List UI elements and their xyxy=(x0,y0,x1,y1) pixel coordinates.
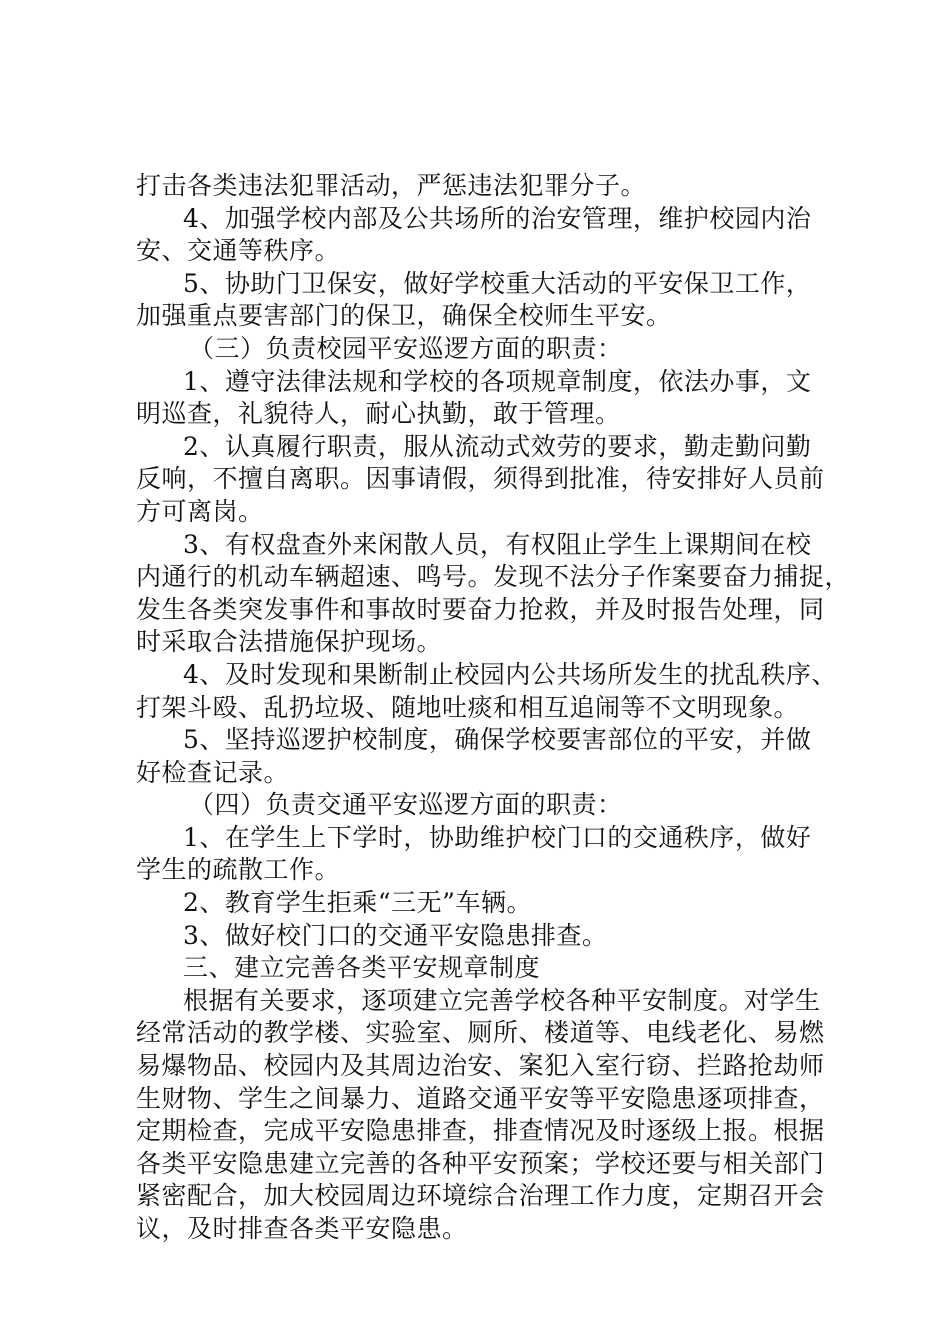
text-line: 学生的疏散工作。 xyxy=(136,855,341,885)
text-line: 根据有关要求，逐项建立完善学校各种平安制度。对学生 xyxy=(183,985,821,1015)
text-line: 1、在学生上下学时，协助维护校门口的交通秩序，做好 xyxy=(183,822,812,852)
text-line: 5、协助门卫保安，做好学校重大活动的平安保卫工作， xyxy=(183,268,812,298)
text-line: 4、及时发现和果断制止校园内公共场所发生的扰乱秩序、 xyxy=(183,659,837,689)
text-line: 定期检查，完成平安隐患排查，排查情况及时逐级上报。根据 xyxy=(136,1116,825,1146)
text-line: 生财物、学生之间暴力、道路交通平安等平安隐患逐项排查， xyxy=(136,1083,825,1113)
section-heading-3: （三）负责校园平安巡逻方面的职责： xyxy=(189,333,623,363)
document-body xyxy=(136,170,851,1246)
text-line: 打击各类违法犯罪活动，严惩违法犯罪分子。 xyxy=(136,171,647,200)
text-line: 经常活动的教学楼、实验室、厕所、楼道等、电线老化、易燃 xyxy=(136,1018,825,1048)
text-line: 紧密配合，加大校园周边环境综合治理工作力度，定期召开会 xyxy=(136,1181,825,1211)
text-line: 好检查记录。 xyxy=(136,757,290,787)
text-line: 1、遵守法律法规和学校的各项规章制度，依法办事，文 xyxy=(183,366,812,396)
text-line: 明巡查，礼貌待人，耐心执勤，敢于管理。 xyxy=(136,399,621,429)
text-line: 5、坚持巡逻护校制度，确保学校要害部位的平安，并做 xyxy=(183,725,812,755)
text-line: 各类平安隐患建立完善的各种平安预案；学校还要与相关部门 xyxy=(136,1148,825,1178)
text-line: 2、教育学生拒乘“三无”车辆。 xyxy=(183,888,532,918)
text-line: 内通行的机动车辆超速、鸣号。发现不法分子作案要奋力捕捉， xyxy=(136,562,851,592)
section-heading-three: 三、建立完善各类平安规章制度 xyxy=(183,953,541,983)
text-line: 3、有权盘查外来闲散人员，有权阻止学生上课期间在校 xyxy=(183,529,812,559)
text-line: 加强重点要害部门的保卫，确保全校师生平安。 xyxy=(136,301,672,331)
text-line: 易爆物品、校园内及其周边治安、案犯入室行窃、拦路抢劫师 xyxy=(136,1051,825,1081)
text-line: 打架斗殴、乱扔垃圾、随地吐痰和相互追闹等不文明现象。 xyxy=(136,692,800,722)
text-line: 发生各类突发事件和事故时要奋力抢救，并及时报告处理，同 xyxy=(136,594,825,624)
text-line: 2、认真履行职责，服从流动式效劳的要求，勤走勤问勤 xyxy=(183,431,812,461)
text-line: 4、加强学校内部及公共场所的治安管理，维护校园内治 xyxy=(183,203,812,233)
text-line: 议，及时排查各类平安隐患。 xyxy=(136,1214,468,1243)
text-line: 方可离岗。 xyxy=(136,496,264,526)
text-line: 安、交通等秩序。 xyxy=(136,236,341,266)
text-line: 时采取合法措施保护现场。 xyxy=(136,627,443,657)
text-line: 反响，不擅自离职。因事请假，须得到批准，待安排好人员前 xyxy=(136,464,825,494)
section-heading-4: （四）负责交通平安巡逻方面的职责： xyxy=(189,790,623,820)
text-line: 3、做好校门口的交通平安隐患排查。 xyxy=(183,920,608,950)
